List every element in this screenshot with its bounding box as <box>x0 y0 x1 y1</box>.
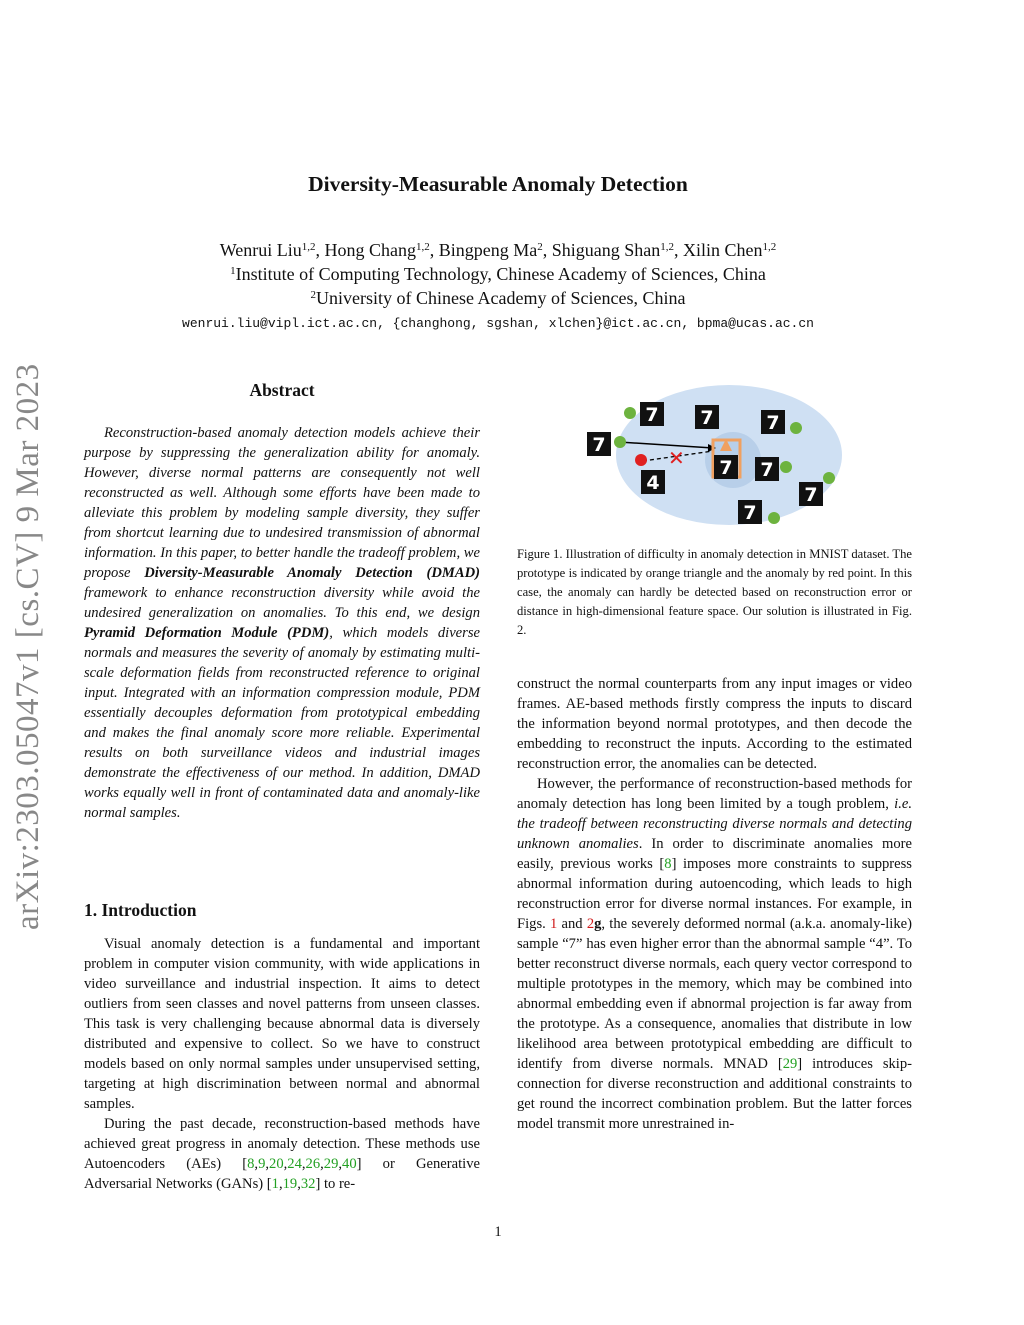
citation-link[interactable]: 1 <box>271 1176 279 1192</box>
digit-glyph: 7 <box>700 407 714 429</box>
normal-dot <box>790 422 802 434</box>
figure-link[interactable]: 1 <box>550 916 558 932</box>
digit-glyph: 7 <box>804 484 818 506</box>
digit-glyph: 7 <box>766 412 780 434</box>
right-column-body: construct the normal counterparts from any input images or video frames. AE-based methods firstly compress the inputs to discard the information beyond normal prototypes, and then decode the embedding to reconstruct the inputs. According to the estimated reconstruction error, the anomalies can be detected. However, the performance of reconstruction-based methods for anomaly detection has long been limited by a tough problem, i.e. the tradeoff between reconstructing diverse normals and detecting unknown anomalies. In order to discriminate anomalies more easily, previous works [8] imposes more constraints to suppress abnormal information during autoencoding, which leads to high reconstruction error for diverse normal instances. For example, in Figs. 1 and 2g, the severely deformed normal (a.k.a. anomaly-like) sample “7” has even higher error than the abnormal sample “4”. To better reconstruct diverse normals, each query vector correspond to multiple prototypes in the memory, which may be combined into abnormal embedding even if abnormal projection is far away from the prototype. As a consequence, anomalies that distribute in low likelihood area between prototypical embedding are difficult to identify from diverse normals. MNAD [29] introduces skip-connection for diverse reconstruction and additional constraints to get round the incorrect combination problem. But the latter forces model transmit more unrestrained in- <box>517 676 913 1132</box>
author-name: Shiguang Shan <box>551 240 661 260</box>
anomaly-dot <box>635 454 647 466</box>
normal-dot <box>823 472 835 484</box>
digit-glyph: 7 <box>760 459 774 481</box>
digit-glyph: 7 <box>719 457 733 479</box>
normal-dot <box>624 407 636 419</box>
citation-link[interactable]: 9 <box>258 1156 266 1172</box>
citation-link[interactable]: 20 <box>269 1156 284 1172</box>
digit-glyph: 7 <box>743 502 757 524</box>
author-name: Xilin Chen <box>683 240 763 260</box>
citation-link[interactable]: 32 <box>300 1176 316 1192</box>
digit-glyph: 7 <box>592 434 606 456</box>
normal-dot <box>780 461 792 473</box>
citation-link[interactable]: 29 <box>782 1056 798 1072</box>
citation-link[interactable]: 40 <box>342 1156 357 1172</box>
figure-1-illustration <box>583 385 843 530</box>
citation-link[interactable]: 26 <box>305 1156 321 1172</box>
abstract-heading: Abstract <box>249 380 315 400</box>
digit-glyph: 4 <box>646 472 660 494</box>
affiliation-1: $^1$Institute of Computing Technology, Chinese Academy of Sciences, China <box>230 264 766 284</box>
introduction-body: Visual anomaly detection is a fundamental and important problem in computer vision community, with wide applications in video surveillance and industrial inspection. It aims to detect outliers from seen classes and novel patterns from unseen classes. This task is very challenging because abnormal data is diversely distributed and expensive to collect. So we have to construct models based on only normal samples under unsupervised setting, targeting at high discrimination between normal and abnormal samples. During the past decade, reconstruction-based methods have achieved great progress in anomaly detection. These methods use Autoencoders (AEs) [8,9,20,24,26,29,40] or Generative Adversarial Networks (GANs) [1,19,32] to re- <box>84 936 481 1192</box>
affiliation-2: $^2$University of Chinese Academy of Sciences, China <box>310 288 686 308</box>
section-heading-introduction: 1. Introduction <box>84 900 197 920</box>
figure-link[interactable]: 2 <box>586 916 595 932</box>
citation-link[interactable]: 29 <box>323 1156 339 1172</box>
citation-link[interactable]: 19 <box>282 1176 298 1192</box>
page-number: 1 <box>494 1224 502 1240</box>
author-emails: wenrui.liu@vipl.ict.ac.cn, {changhong, sgshan, xlchen}@ict.ac.cn, bpma@ucas.ac.cn <box>182 316 814 331</box>
author-name: Hong Chang <box>324 240 416 260</box>
citation-link[interactable]: 8 <box>247 1156 255 1172</box>
digit-glyph: 7 <box>645 404 659 426</box>
abstract-body: Reconstruction-based anomaly detection models achieve their purpose by suppressing the generalization ability for anomaly. However, diverse normal patterns are consequently not well reconstructed as well. Although some efforts have been made to alleviate this problem by modeling sample diversity, they suffer from shortcut learning due to undesired transmission of abnormal information. In this paper, to better handle the tradeoff problem, we propose Diversity-Measurable Anomaly Detection (DMAD) framework to enhance reconstruction diversity while avoid the undesired generalization on anomalies. To this end, we design Pyramid Deformation Module (PDM), which models diverse normals and measures the severity of anomaly by estimating multi-scale deformation fields from reconstructed reference to original input. Integrated with an information compression module, PDM essentially decouples deformation from prototypical embedding and makes the final anomaly score more reliable. Experimental results on both surveillance videos and industrial images demonstrate the effectiveness of our method. In addition, DMAD works equally well in front of contaminated data and anomaly-like normal samples. <box>84 425 480 821</box>
citation-link[interactable]: 24 <box>287 1156 302 1172</box>
author-list: Wenrui Liu$^{1,2}$, Hong Chang$^{1,2}$, Bingpeng Ma$^2$, Shiguang Shan$^{1,2}$, Xilin Chen$^{1,2}$ <box>219 240 777 260</box>
normal-dot <box>614 436 626 448</box>
figure-1-caption: Figure 1. Illustration of difficulty in anomaly detection in MNIST dataset. The prototype is indicated by orange triangle and the anomaly by red point. In this case, the anomaly can hardly be detected based on reconstruction error or distance in high-dimensional feature space. Our solution is illustrated in Fig. 2. <box>517 547 912 637</box>
cross-icon: ✕ <box>668 446 685 470</box>
arxiv-sidebar: arXiv:2303.05047v1 [cs.CV] 9 Mar 2023 <box>10 363 46 930</box>
paper-title: Diversity-Measurable Anomaly Detection <box>308 172 688 196</box>
author-name: Wenrui Liu <box>219 240 302 260</box>
normal-dot <box>768 512 780 524</box>
citation-link[interactable]: 8 <box>664 856 672 872</box>
author-name: Bingpeng Ma <box>438 240 538 260</box>
